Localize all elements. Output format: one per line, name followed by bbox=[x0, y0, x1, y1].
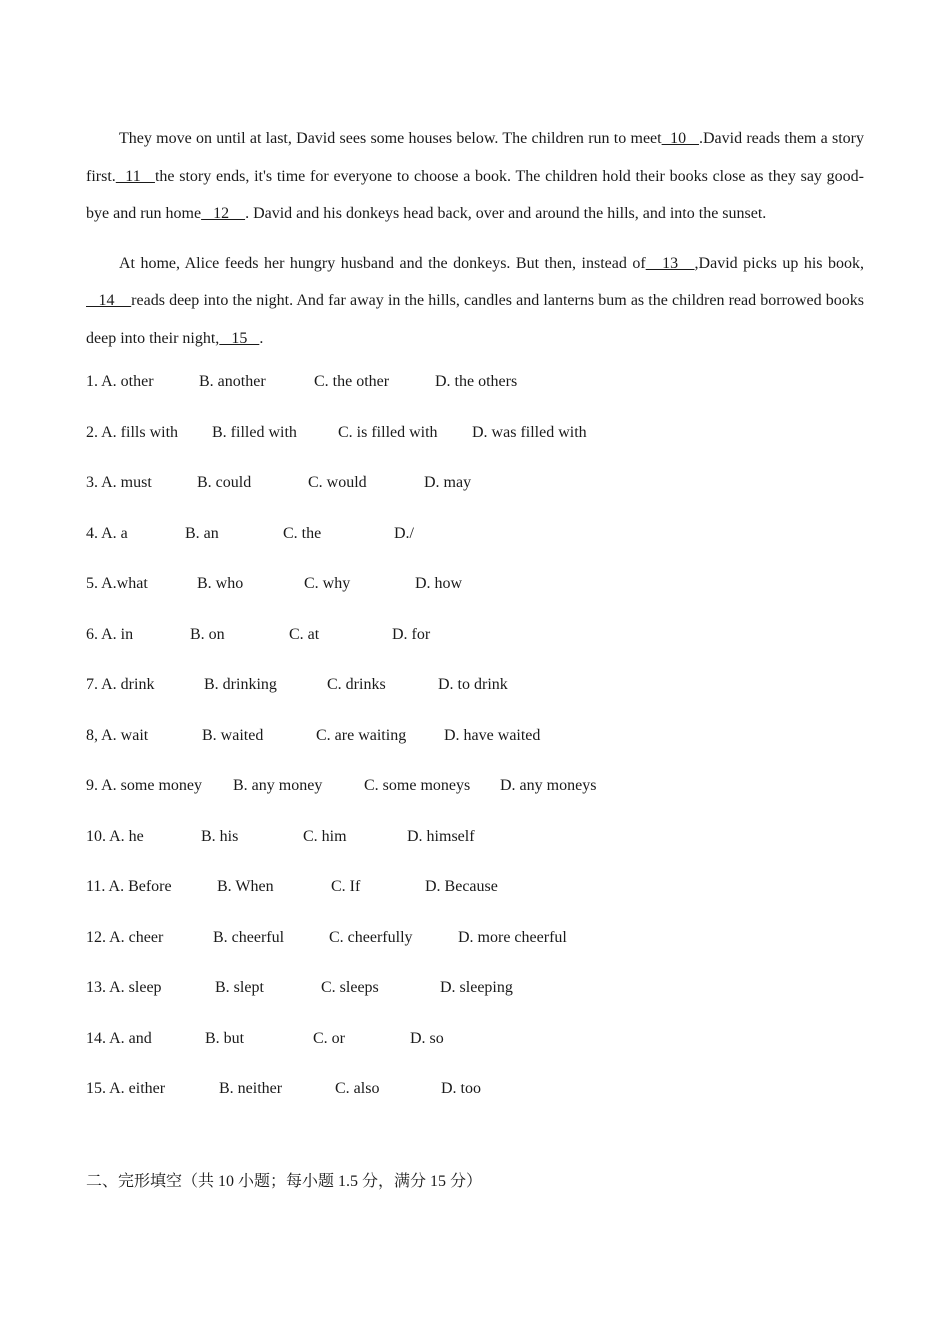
option-a: 11. A. Before bbox=[86, 878, 172, 895]
option-c: C. him bbox=[303, 827, 347, 845]
option-d: D. have waited bbox=[444, 726, 541, 744]
passage-text: At home, Alice feeds her hungry husband and the donkeys. But then, instead of bbox=[119, 254, 646, 272]
option-a: 14. A. and bbox=[86, 1029, 152, 1047]
option-c: C. would bbox=[308, 474, 367, 491]
option-a: 8, A. wait bbox=[86, 726, 149, 744]
option-a: 4. A. a bbox=[86, 524, 128, 542]
question-row bbox=[86, 620, 864, 671]
question-row bbox=[86, 771, 864, 822]
passage-text: .David reads them a story first. bbox=[86, 130, 865, 185]
passage-text: ,David picks up his book, bbox=[694, 254, 865, 272]
question-row bbox=[86, 367, 864, 418]
option-c: C. If bbox=[331, 878, 361, 895]
passage-paragraph-2 bbox=[86, 245, 864, 358]
passage-paragraph-1 bbox=[86, 120, 864, 233]
question-row bbox=[86, 519, 864, 570]
option-d: D. to drink bbox=[438, 676, 508, 693]
option-d: D. may bbox=[424, 474, 472, 491]
option-c: C. the other bbox=[314, 373, 390, 390]
passage-text: . bbox=[259, 329, 264, 347]
option-b: B. any money bbox=[233, 777, 323, 794]
option-c: C. the bbox=[283, 524, 322, 542]
section-heading: 二、完形填空（共 10 小题；每小题 1.5 分，满分 15 分） bbox=[86, 1173, 483, 1190]
option-c: C. are waiting bbox=[316, 726, 407, 744]
option-c: C. drinks bbox=[327, 676, 386, 693]
blank-13: 13 bbox=[645, 254, 695, 272]
option-d: D. Because bbox=[425, 878, 498, 895]
option-d: D. for bbox=[392, 625, 431, 643]
question-row bbox=[86, 1074, 864, 1125]
question-row bbox=[86, 872, 864, 923]
option-b: B. neither bbox=[219, 1080, 283, 1097]
option-d: D. was filled with bbox=[472, 423, 587, 441]
blank-11: 11 bbox=[115, 167, 155, 185]
option-b: B. slept bbox=[215, 979, 264, 996]
option-b: B. another bbox=[199, 373, 266, 390]
passage-text: They move on until at last, David sees some houses below. The children run to meet bbox=[119, 130, 662, 147]
option-c: C. or bbox=[313, 1029, 345, 1047]
option-d: D. any moneys bbox=[500, 777, 597, 794]
question-row bbox=[86, 468, 864, 519]
option-b: B. on bbox=[190, 625, 225, 643]
option-b: B. an bbox=[185, 524, 219, 542]
option-d: D. sleeping bbox=[440, 979, 513, 996]
option-d: D. the others bbox=[435, 373, 518, 390]
passage-text: reads deep into the night. And far away in the hills, candles and lanterns bum as the children read borrowed books deep into their night, bbox=[86, 292, 865, 347]
option-a: 6. A. in bbox=[86, 625, 134, 643]
option-c: C. cheerfully bbox=[329, 928, 413, 946]
question-row bbox=[86, 973, 864, 1024]
option-c: C. also bbox=[335, 1080, 380, 1097]
option-a: 13. A. sleep bbox=[86, 979, 162, 996]
option-c: C. some moneys bbox=[364, 777, 471, 794]
option-a: 9. A. some money bbox=[86, 777, 202, 794]
option-b: B. could bbox=[197, 474, 252, 491]
option-d: D. too bbox=[441, 1080, 481, 1097]
option-b: B. but bbox=[205, 1029, 245, 1047]
option-a: 1. A. other bbox=[86, 373, 154, 390]
question-row bbox=[86, 569, 864, 620]
option-d: D. so bbox=[410, 1029, 444, 1047]
passage-text: the story ends, it's time for everyone to choose a book. The children hold their books close as they say good-bye and run home bbox=[86, 167, 865, 222]
question-row bbox=[86, 923, 864, 974]
option-a: 10. A. he bbox=[86, 827, 144, 845]
option-a: 15. A. either bbox=[86, 1080, 166, 1097]
option-c: C. at bbox=[289, 625, 320, 643]
option-d: D. more cheerful bbox=[458, 928, 567, 946]
option-a: 3. A. must bbox=[86, 474, 152, 491]
option-b: B. filled with bbox=[212, 423, 297, 441]
option-a: 2. A. fills with bbox=[86, 423, 179, 441]
passage-text: . David and his donkeys head back, over and around the hills, and into the sunset. bbox=[245, 205, 767, 222]
question-row bbox=[86, 670, 864, 721]
blank-15: 15 bbox=[219, 329, 260, 347]
question-row bbox=[86, 822, 864, 873]
blank-14: 14 bbox=[86, 292, 132, 309]
question-list bbox=[86, 367, 864, 1125]
option-a: 7. A. drink bbox=[86, 676, 155, 693]
blank-12: 12 bbox=[201, 205, 246, 222]
option-d: D./ bbox=[394, 524, 414, 542]
question-row bbox=[86, 418, 864, 469]
option-d: D. how bbox=[415, 575, 463, 592]
option-b: B. waited bbox=[202, 726, 264, 744]
question-row bbox=[86, 721, 864, 772]
option-c: C. is filled with bbox=[338, 423, 438, 441]
option-a: 5. A.what bbox=[86, 575, 148, 592]
option-a: 12. A. cheer bbox=[86, 928, 164, 946]
option-b: B. cheerful bbox=[213, 928, 285, 946]
option-b: B. drinking bbox=[204, 676, 277, 693]
option-d: D. himself bbox=[407, 827, 475, 845]
option-c: C. sleeps bbox=[321, 979, 379, 996]
option-b: B. When bbox=[217, 878, 274, 895]
document-page bbox=[86, 120, 864, 1125]
option-c: C. why bbox=[304, 575, 351, 592]
option-b: B. his bbox=[201, 827, 239, 845]
question-row bbox=[86, 1024, 864, 1075]
blank-10: 10 bbox=[661, 130, 699, 147]
option-b: B. who bbox=[197, 575, 244, 592]
